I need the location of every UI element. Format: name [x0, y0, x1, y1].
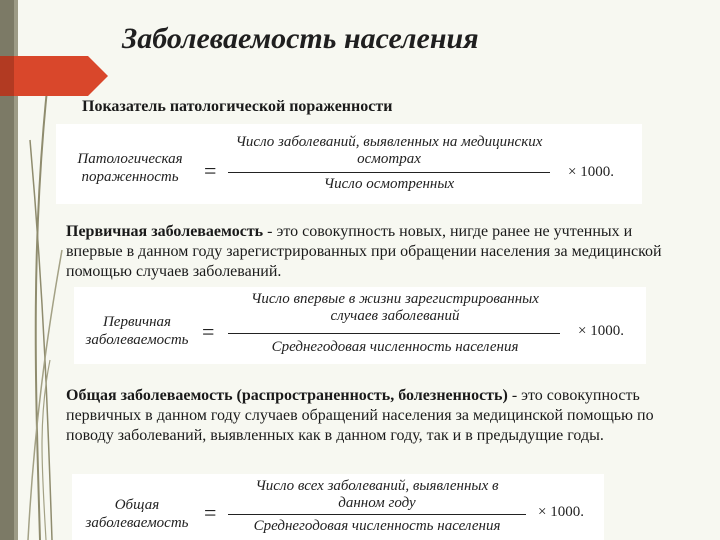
formula-equals: =	[204, 500, 217, 525]
formula-equals: =	[202, 319, 215, 344]
formula-denominator: Среднегодовая численность населения	[253, 518, 501, 534]
formula-numerator: Число заболеваний, выявленных на медицинских осмотрах	[235, 134, 543, 167]
fraction-line	[228, 333, 560, 334]
formula-general-incidence	[72, 474, 604, 540]
formula-numerator: Число впервые в жизни зарегистрированных случаев заболеваний	[251, 291, 539, 324]
formula-multiplier: × 1000.	[578, 323, 624, 339]
formula-pathological-prevalence	[56, 124, 642, 204]
paragraph-primary-incidence	[66, 222, 666, 282]
fraction-line	[228, 172, 550, 173]
formula-primary-incidence	[74, 287, 646, 364]
formula-denominator: Среднегодовая численность населения	[271, 339, 519, 355]
formula-denominator: Число осмотренных	[323, 176, 455, 192]
formula-multiplier: × 1000.	[538, 504, 584, 520]
fraction-line	[228, 514, 526, 515]
page-title: Заболеваемость населения	[122, 22, 479, 55]
accent-tab-icon	[0, 56, 108, 96]
section-subtitle: Показатель патологической пораженности	[82, 98, 393, 115]
definition-primary-incidence: - это совокупность новых, нигде ранее не учтенных и впервые в данном году зарегистрированных при обращении населения за медицинской помощью случаев заболеваний.	[66, 223, 662, 280]
term-primary-incidence: Первичная заболеваемость	[66, 223, 264, 240]
formula-lhs: Патологическая пораженность	[77, 151, 183, 185]
formula-equals: =	[204, 158, 217, 183]
term-general-incidence: Общая заболеваемость (распространенность, болезненность)	[66, 387, 508, 404]
formula-lhs: Общая заболеваемость	[85, 497, 189, 531]
formula-numerator: Число всех заболеваний, выявленных в данном году	[255, 478, 499, 511]
definition-general-incidence: - это совокупность первичных в данном году случаев обращений населения за медицинской помощью по поводу заболеваний, выявленных как в данном году, так и в предыдущие годы.	[66, 387, 654, 444]
formula-lhs: Первичная заболеваемость	[85, 314, 189, 348]
formula-multiplier: × 1000.	[568, 164, 614, 180]
paragraph-general-incidence	[66, 386, 686, 446]
